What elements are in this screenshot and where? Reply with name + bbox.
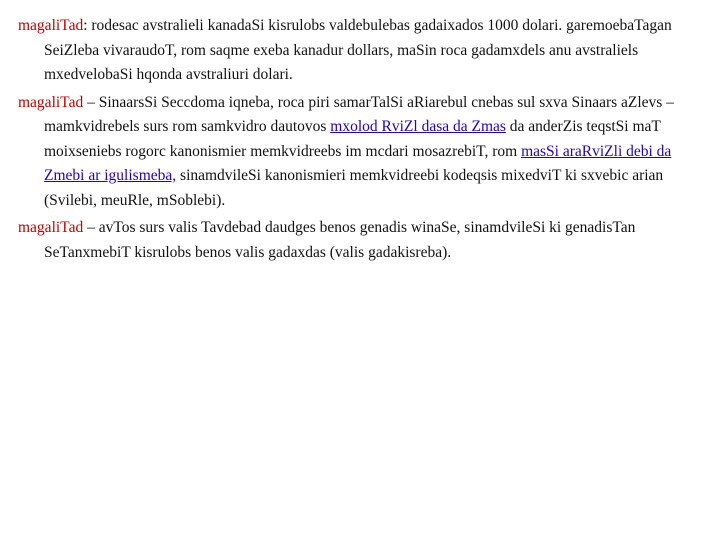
- example-label: magaliTad: [18, 17, 84, 34]
- paragraph-3: [18, 216, 704, 265]
- paragraph-text: sinamdvileSi kanonismieri memkvidreebi kodeqsis mixedviT ki sxvebic arian (Svilebi, meuRle, mSoblebi).: [44, 167, 664, 209]
- paragraph-text: : rodesac avstralieli kanadaSi kisrulobs valdebulebas gadaixados 1000 dolari. garemoebaTagan SeiZleba vivaraudoT, rom saqme exeba kanadur dollars, maSin roca gadamxdels anu avstraliels mxedvelobaSi hqonda avstraliuri dolari.: [44, 17, 672, 83]
- paragraph-text: – avTos surs valis Tavdebad daudges benos genadis winaSe, sinamdvileSi ki genadisTan SeTanxmebiT kisrulobs benos valis gadaxdas (valis gadakisreba).: [44, 219, 636, 261]
- example-label: magaliTad: [18, 219, 84, 236]
- paragraph-1: [18, 14, 704, 88]
- paragraph-2: [18, 91, 704, 214]
- highlight-link-siblings[interactable]: mxolod RviZl dasa da Zmas: [330, 118, 506, 135]
- example-label: magaliTad: [18, 93, 84, 111]
- paragraph-text: – SinaarsSi Seccdoma iqneba, roca piri samarTalSi aRiarebul cnebas sul sxva Sinaars aZlevs – mamkvidrebels surs rom samkvidro dautovos: [44, 93, 674, 135]
- paragraph-text: da anderZis teqstSi maT moixseniebs rogorc kanonismier memkvidreebs im mcdari mosazrebiT, rom: [44, 118, 661, 160]
- document-body: [18, 14, 704, 268]
- highlight-link-half-siblings[interactable]: masSi araRviZli debi da Zmebi ar igulismeba,: [44, 142, 672, 184]
